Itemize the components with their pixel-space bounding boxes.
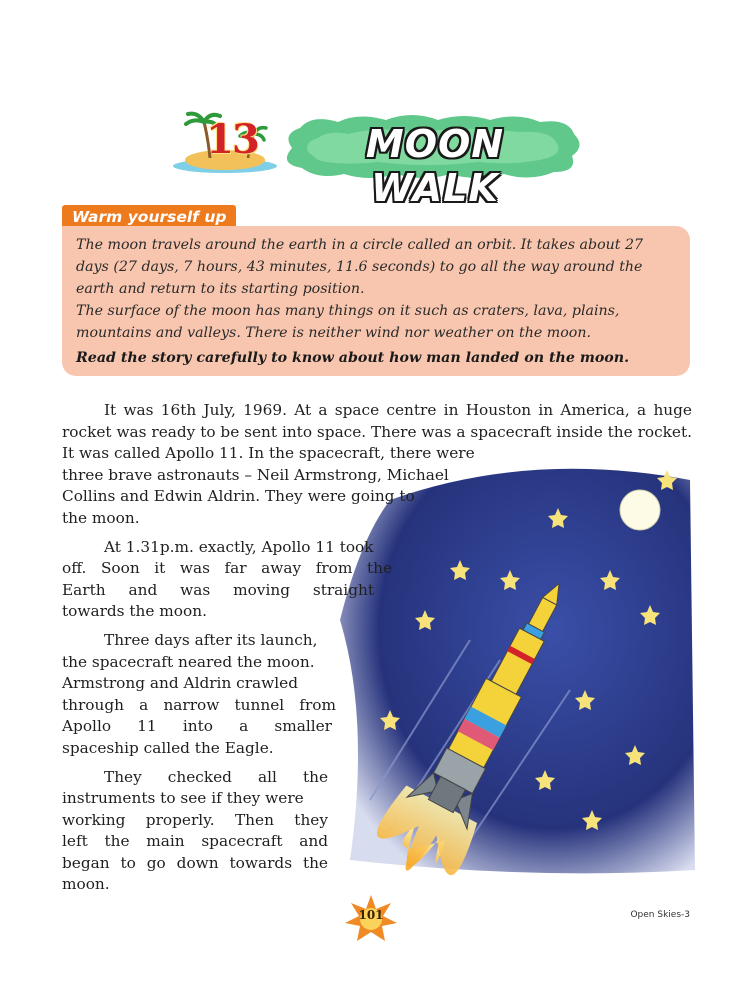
story-line: Earth and was moving straight: [62, 580, 374, 599]
story-line: It was 16th July, 1969. At a space centre in Houston in America, a huge rocket was ready to be sent into space. There was a spacecraft inside the rocket. It was called Apollo 11. In the spacecraft, there were: [62, 401, 692, 463]
story-paragraph-4: They checked all the: [104, 767, 328, 786]
story-paragraph-3: Three days after its launch,: [104, 630, 318, 649]
story-line: the moon.: [62, 508, 140, 527]
page-number: 101: [358, 908, 384, 922]
story-line: the spacecraft neared the moon.: [62, 652, 315, 671]
story-line: Armstrong and Aldrin crawled: [62, 674, 298, 693]
story-line: instruments to see if they were: [62, 789, 304, 808]
warm-up-heading: Warm yourself up: [62, 205, 236, 229]
story-line: began to go down towards the: [62, 853, 328, 872]
book-name: Open Skies-3: [630, 910, 690, 920]
story-line: through a narrow tunnel from: [62, 695, 336, 714]
story-line: Apollo 11 into a smaller: [62, 717, 332, 736]
story-line: Collins and Edwin Aldrin. They were going to: [62, 487, 415, 506]
story-line: spaceship called the Eagle.: [62, 738, 274, 757]
story-paragraph-2: At 1.31p.m. exactly, Apollo 11 took: [104, 537, 374, 556]
story-line: off. Soon it was far away from the: [62, 559, 392, 578]
story-line: towards the moon.: [62, 602, 207, 621]
chapter-header: [170, 108, 590, 210]
story-line: working properly. Then they: [62, 810, 328, 829]
story-line: three brave astronauts – Neil Armstrong, Michael: [62, 465, 449, 484]
story-line: moon.: [62, 875, 110, 894]
warm-up-paragraph-1: The moon travels around the earth in a circle called an orbit. It takes about 27 days (27 days, 7 hours, 43 minutes, 11.6 seconds) to go all the way around the earth and return to its starting position.: [76, 237, 644, 297]
chapter-title: MOON WALK: [365, 122, 505, 210]
story-line: left the main spacecraft and: [62, 832, 328, 851]
story-text: [62, 400, 692, 896]
warm-up-instruction: Read the story carefully to know about how man landed on the moon.: [76, 350, 630, 366]
warm-up-box: [62, 226, 690, 376]
chapter-number: 13: [206, 116, 258, 163]
warm-up-paragraph-2: The surface of the moon has many things on it such as craters, lava, plains, mountains and valleys. There is neither wind nor weather on the moon.: [76, 303, 620, 341]
story-paragraph-1: [62, 400, 692, 465]
